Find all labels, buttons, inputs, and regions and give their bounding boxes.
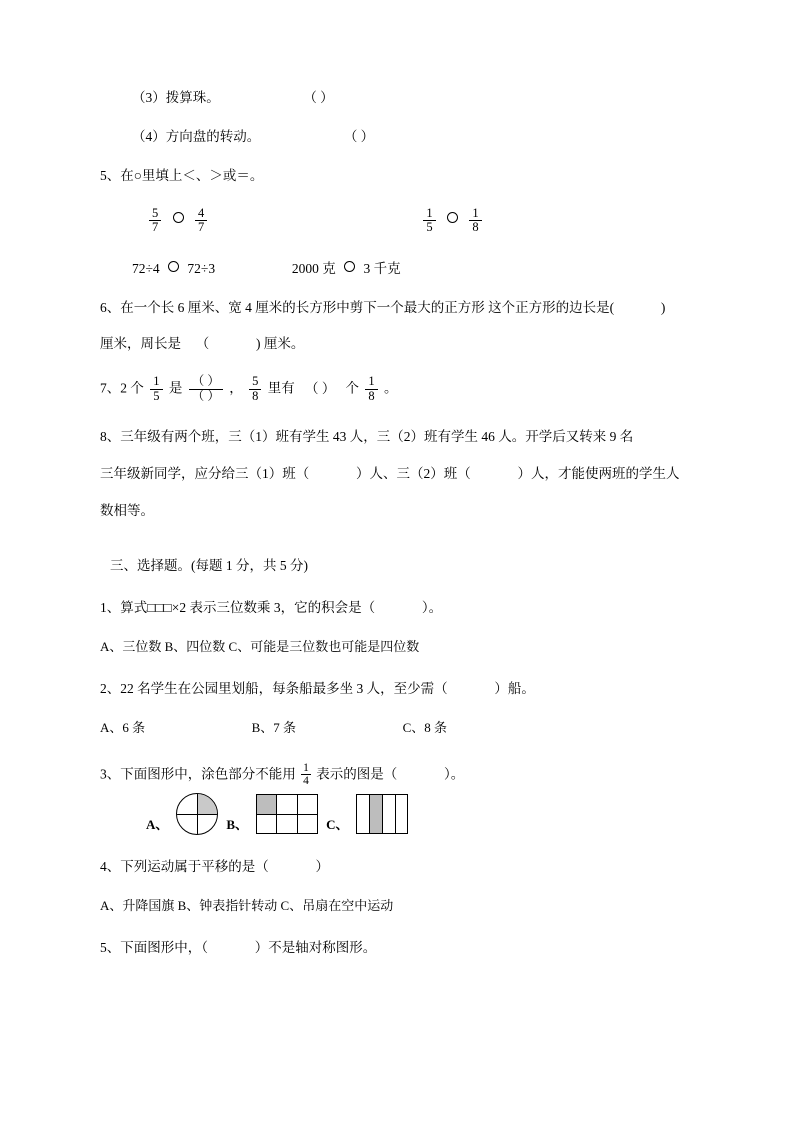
fraction-numerator: 1 xyxy=(153,374,160,389)
choice-2-stem-text: 2、22 名学生在公园里划船，每条船最多坐 3 人，至少需（ xyxy=(100,681,448,696)
choice-4-options-text[interactable]: A、升降国旗 B、钟表指针转动 C、吊扇在空中运动 xyxy=(100,898,394,914)
question-8-text-2c: ）人，才能使两班的学生人 xyxy=(517,466,680,482)
fraction-numerator: 4 xyxy=(198,205,205,220)
question-8-text-2a: 三年级新同学，应分给三（1）班（ xyxy=(100,466,310,482)
shaded-quarter xyxy=(197,794,217,814)
compare-circle[interactable] xyxy=(344,261,355,272)
question-7-text-d: 个 xyxy=(345,380,360,396)
choice-2-stem-end: ）船。 xyxy=(494,681,535,696)
grid-cell-shaded xyxy=(257,795,277,814)
section-3-title xyxy=(110,554,703,574)
question-6-text: 6、在一个长 6 厘米、宽 4 厘米的长方形中剪下一个最大的正方形 这个正方形的边长是( xyxy=(100,299,615,315)
fraction-numerator: 5 xyxy=(152,205,159,220)
choice-2-option-c[interactable]: C、8 条 xyxy=(402,719,447,735)
fraction-denominator: 5 xyxy=(423,220,435,235)
answer-blank[interactable]: （ ） xyxy=(304,380,336,396)
question-8-line-1 xyxy=(100,429,703,446)
fraction-denominator: 5 xyxy=(150,389,162,404)
fraction-1-5 xyxy=(150,375,162,403)
compare-circle[interactable] xyxy=(173,212,184,223)
fraction-1-5 xyxy=(423,207,435,235)
vertical-divider xyxy=(197,794,198,834)
choice-2-stem xyxy=(100,681,703,698)
expression-72-div-3: 72÷3 xyxy=(187,260,216,276)
fraction-numerator: 1 xyxy=(368,374,375,389)
question-8-text-1: 8、三年级有两个班，三（1）班有学生 43 人，三（2）班有学生 46 人。开学后又转来 9 名 xyxy=(100,429,634,445)
question-7-text-b: 是 xyxy=(168,380,183,396)
value-3-kilogram: 3 千克 xyxy=(363,260,401,276)
choice-3-label-a[interactable]: A、 xyxy=(146,817,169,833)
fraction-numerator: 1 xyxy=(472,205,479,220)
compare-circle[interactable] xyxy=(168,261,179,272)
fraction-blank[interactable] xyxy=(189,375,223,403)
question-6-text-b: 厘米，周长是 xyxy=(100,336,181,352)
expression-72-div-4: 72÷4 xyxy=(132,260,160,276)
strip-cell xyxy=(357,795,370,833)
section-3-title-text: 三、选择题。(每题 1 分，共 5 分) xyxy=(110,557,308,573)
fraction-1-4 xyxy=(301,762,311,787)
question-6-line-2 xyxy=(100,336,703,353)
grid-cell xyxy=(298,815,317,834)
choice-3-stem-text-b: 表示的图是（ xyxy=(316,766,398,782)
question-7-text-e: 。 xyxy=(384,380,398,396)
grid-row xyxy=(257,795,317,815)
grid-cell xyxy=(298,795,317,814)
strip-cell-shaded xyxy=(370,795,383,833)
choice-4-stem-text: 4、下列运动属于平移的是（ xyxy=(100,859,269,875)
strip-cell xyxy=(396,795,408,833)
choice-4-options[interactable] xyxy=(100,898,703,914)
question-5-title-text: 5、在○里填上＜、＞或＝。 xyxy=(100,167,264,183)
judge-item-4 xyxy=(118,129,703,146)
question-7-text-a: 7、2 个 xyxy=(100,380,144,396)
compare-circle[interactable] xyxy=(447,212,458,223)
choice-2-options[interactable] xyxy=(100,720,703,736)
question-8-line-3 xyxy=(100,503,703,520)
grid-cell xyxy=(277,795,297,814)
choice-3-label-c[interactable]: C、 xyxy=(326,817,349,833)
question-5-row-2 xyxy=(118,261,703,278)
fraction-numerator: 1 xyxy=(303,762,309,775)
fraction-numerator: 5 xyxy=(252,374,259,389)
fraction-5-8 xyxy=(249,375,261,403)
question-7: 7、2 个 $\frac{1}{5}$ 是 $\frac{( )}{( )}$ ， $\frac{5}{8}$ 里有 （ ） 个 $\frac{1}{8}$ 。 xyxy=(100,374,398,403)
judge-item-3-text: （3）拨算珠。 xyxy=(132,90,220,105)
choice-4-stem xyxy=(100,859,703,876)
choice-1-stem-end: ）。 xyxy=(421,599,443,615)
question-8-text-3: 数相等。 xyxy=(100,503,154,518)
answer-blank[interactable]: （ ） xyxy=(343,128,375,144)
question-6-text-c: ) 厘米。 xyxy=(256,336,305,352)
fraction-5-7 xyxy=(149,207,161,235)
question-8-text-2b: ）人、三（2）班（ xyxy=(356,466,471,482)
choice-1-stem-text: 1、算式□□□×2 表示三位数乘 3，它的积会是（ xyxy=(100,599,376,615)
choice-2-option-b[interactable]: B、7 条 xyxy=(251,719,297,735)
question-6-paren-close: ) xyxy=(660,299,666,315)
choice-1-stem xyxy=(100,600,703,617)
choice-2-option-a[interactable]: A、6 条 xyxy=(100,719,146,735)
question-6-line-1 xyxy=(100,300,703,317)
fraction-4-7 xyxy=(195,207,207,235)
answer-blank-open[interactable]: （ xyxy=(195,336,210,352)
choice-1-options-text[interactable]: A、三位数 B、四位数 C、可能是三位数也可能是四位数 xyxy=(100,638,420,654)
strip-figure[interactable] xyxy=(356,794,408,834)
choice-5-stem xyxy=(100,940,703,957)
question-7-text-c: 里有 xyxy=(267,380,295,396)
choice-4-stem-end: ） xyxy=(315,859,329,875)
fraction-numerator: 1 xyxy=(426,205,433,220)
value-2000-gram: 2000 克 xyxy=(291,260,336,276)
fraction-denominator: 8 xyxy=(249,389,261,404)
fraction-denominator: 8 xyxy=(365,389,377,404)
choice-5-stem-end: ）不是轴对称图形。 xyxy=(254,940,377,956)
grid-cell xyxy=(257,815,277,834)
choice-3-stem-text-a: 3、下面图形中，涂色部分不能用 xyxy=(100,766,296,782)
choice-1-options[interactable] xyxy=(100,639,703,655)
fraction-numerator-blank[interactable]: （ ） xyxy=(191,374,220,389)
fraction-denominator: 7 xyxy=(195,220,207,235)
fraction-denominator: 8 xyxy=(469,220,481,235)
fraction-1-8 xyxy=(365,375,377,403)
judge-item-4-text: （4）方向盘的转动。 xyxy=(132,128,261,144)
grid-cell xyxy=(277,815,297,834)
choice-3-stem-end: ）。 xyxy=(444,766,465,782)
fraction-denominator-blank[interactable]: （ ） xyxy=(189,389,223,404)
choice-3-label-b[interactable]: B、 xyxy=(226,817,249,833)
grid-row xyxy=(257,815,317,834)
fraction-denominator: 4 xyxy=(303,775,309,788)
circle-quarters-figure[interactable] xyxy=(176,793,218,835)
fraction-denominator: 7 xyxy=(149,220,161,235)
choice-3-stem xyxy=(100,762,703,787)
question-5-row-1 xyxy=(118,207,703,235)
question-8-line-2 xyxy=(100,466,703,483)
answer-blank[interactable]: （ ） xyxy=(303,90,334,105)
judge-item-3 xyxy=(118,90,703,107)
rectangle-grid-figure[interactable] xyxy=(256,794,318,834)
choice-3-figures xyxy=(146,793,703,835)
question-5-title xyxy=(100,168,703,185)
choice-5-stem-text: 5、下面图形中，（ xyxy=(100,940,208,956)
fraction-1-8 xyxy=(469,207,481,235)
strip-cell xyxy=(383,795,396,833)
